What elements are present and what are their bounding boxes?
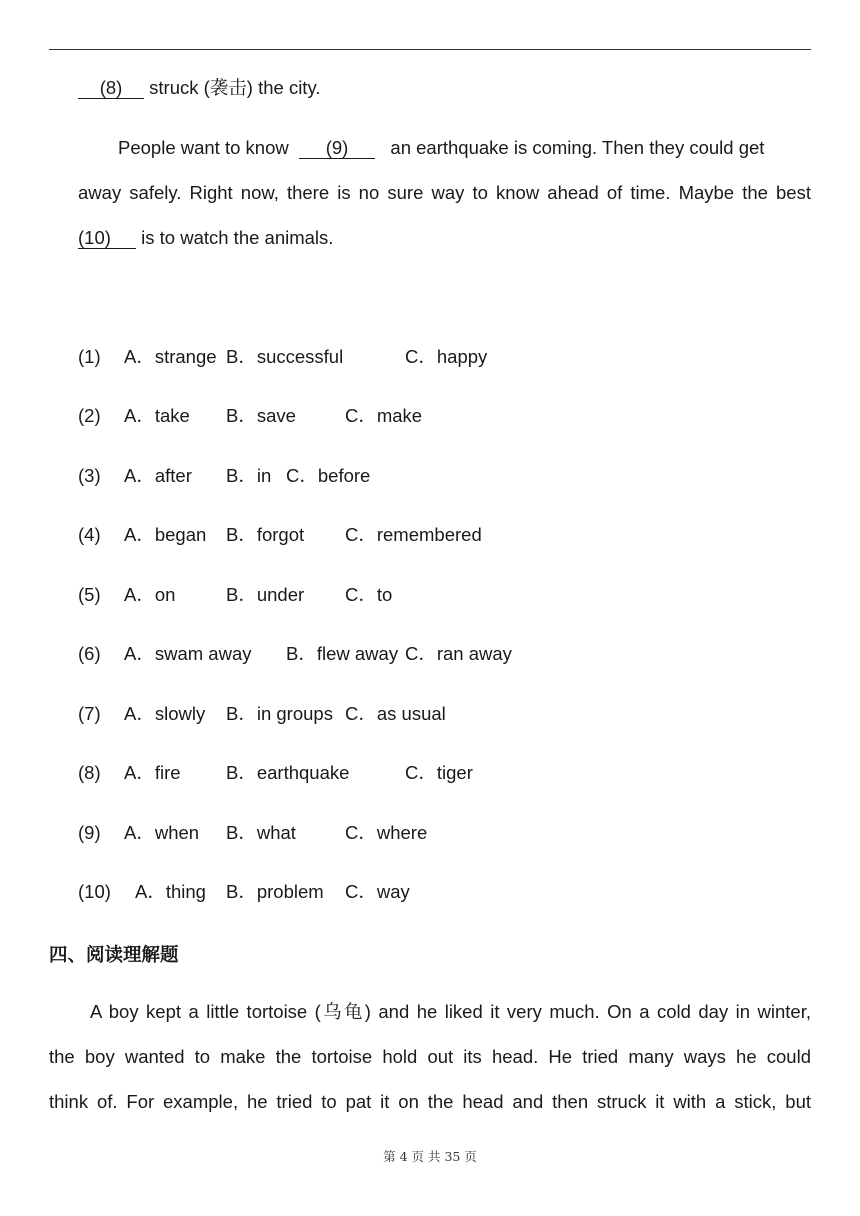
option-a[interactable]: A．take — [124, 405, 190, 426]
blank-9[interactable]: (9) — [299, 138, 375, 159]
option-b[interactable]: B．forgot — [226, 524, 305, 545]
option-c[interactable]: C．to — [345, 584, 393, 605]
option-a[interactable]: A．fire — [124, 762, 181, 783]
reading-line-2: the boy wanted to make the tortoise hold out its head. He tried many ways he could — [49, 1046, 811, 1067]
question-6 — [78, 643, 512, 665]
question-number: (5) — [78, 584, 101, 605]
option-c[interactable]: C．way — [345, 881, 410, 902]
option-c[interactable]: C．ran away — [405, 643, 512, 664]
option-b[interactable]: B．under — [226, 584, 305, 605]
passage-line-3: away safely. Right now, there is no sure way to know ahead of time. Maybe the best — [78, 182, 811, 203]
option-c[interactable]: C．make — [345, 405, 423, 426]
question-number: (7) — [78, 703, 101, 724]
question-4 — [78, 524, 482, 546]
question-number: (9) — [78, 822, 101, 843]
question-7 — [78, 703, 446, 725]
question-5 — [78, 584, 393, 606]
passage-line-1 — [78, 77, 320, 99]
reading-line-1: A boy kept a little tortoise (乌龟) and he liked it very much. On a cold day in winter, — [90, 1001, 811, 1022]
question-number: (1) — [78, 346, 101, 367]
question-2 — [78, 405, 423, 427]
question-number: (8) — [78, 762, 101, 783]
option-c[interactable]: C．as usual — [345, 703, 446, 724]
question-number: (10) — [78, 881, 111, 902]
question-3 — [78, 465, 371, 487]
option-b[interactable]: B．problem — [226, 881, 324, 902]
option-a[interactable]: A．swam away — [124, 643, 252, 664]
passage-text: struck (袭击) the city. — [144, 77, 321, 98]
option-c[interactable]: C．happy — [405, 346, 488, 367]
option-b[interactable]: B．flew away — [286, 643, 399, 664]
option-a[interactable]: A．strange — [124, 346, 217, 367]
blank-10[interactable]: (10) — [78, 228, 136, 249]
section-heading: 四、阅读理解题 — [49, 945, 179, 966]
option-c[interactable]: C．tiger — [405, 762, 473, 783]
reading-line-3: think of. For example, he tried to pat it on the head and then struck it with a stick, but — [49, 1091, 811, 1112]
header-rule — [49, 49, 811, 50]
passage-line-4: (10) is to watch the animals. — [78, 227, 334, 248]
passage-line-2: People want to know (9) an earthquake is coming. Then they could get — [118, 137, 765, 158]
question-9 — [78, 822, 428, 844]
option-a[interactable]: A．thing — [135, 881, 206, 902]
question-10 — [78, 881, 410, 903]
option-c[interactable]: C．before — [286, 465, 371, 486]
option-b[interactable]: B．save — [226, 405, 296, 426]
question-1 — [78, 346, 488, 368]
option-b[interactable]: B．in — [226, 465, 272, 486]
question-number: (2) — [78, 405, 101, 426]
blank-8[interactable]: (8) — [78, 78, 144, 99]
question-8 — [78, 762, 473, 784]
question-number: (3) — [78, 465, 101, 486]
option-a[interactable]: A．slowly — [124, 703, 206, 724]
page-footer: 第 4 页 共 35 页 — [383, 1149, 477, 1164]
option-b[interactable]: B．earthquake — [226, 762, 350, 783]
option-b[interactable]: B．in groups — [226, 703, 333, 724]
option-a[interactable]: A．after — [124, 465, 192, 486]
option-a[interactable]: A．began — [124, 524, 207, 545]
option-a[interactable]: A．when — [124, 822, 200, 843]
option-c[interactable]: C．where — [345, 822, 428, 843]
question-number: (4) — [78, 524, 101, 545]
option-b[interactable]: B．what — [226, 822, 296, 843]
option-a[interactable]: A．on — [124, 584, 176, 605]
option-c[interactable]: C．remembered — [345, 524, 482, 545]
option-b[interactable]: B．successful — [226, 346, 344, 367]
question-number: (6) — [78, 643, 101, 664]
